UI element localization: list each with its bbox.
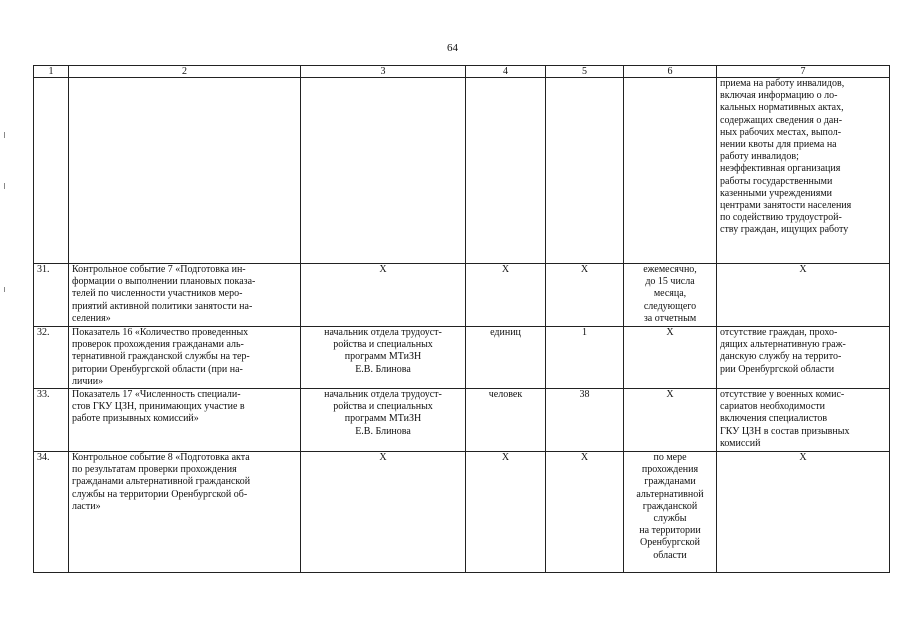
table-row — [34, 452, 890, 573]
cell-risks: отсутствие у военных комис- сариатов необходимости включения специалистов ГКУ ЦЗН в состав призывных комиссий — [717, 389, 890, 452]
cell-description: Показатель 16 «Количество проведенных проверок прохождения гражданами аль- тернативной гражданской службы на тер- ритории Оренбургской области (при на- личии» — [69, 327, 301, 389]
margin-mark — [4, 132, 5, 138]
cell-empty — [466, 78, 546, 264]
cell-unit: единиц — [466, 327, 546, 389]
header-row — [34, 66, 890, 78]
cell-empty — [624, 78, 717, 264]
header-cell: 2 — [69, 66, 301, 78]
cell-unit: человек — [466, 389, 546, 452]
cell-risks: приема на работу инвалидов, включая информацию о ло- кальных нормативных актах, содержащих сведения о дан- ных рабочих местах, выпол- нении квоты для приема на работу инвалидов; неэффективная организация работы государственными казенными учреждениями центрами занятости населения по содействию трудоустрой- ству граждан, ищущих работу — [717, 78, 890, 264]
cell-deadline: по мере прохождения гражданами альтернативной гражданской службы на территории Оренбургской области — [624, 452, 717, 573]
cell-deadline: Х — [624, 389, 717, 452]
document-table — [33, 65, 890, 573]
cell-number: 34. — [34, 452, 69, 573]
table-row-continuation — [34, 78, 890, 264]
page-number: 64 — [447, 42, 458, 54]
cell-deadline: Х — [624, 327, 717, 389]
table-row — [34, 264, 890, 327]
cell-deadline: ежемесячно, до 15 числа месяца, следующего за отчетным — [624, 264, 717, 327]
cell-responsible: Х — [301, 452, 466, 573]
table-row — [34, 389, 890, 452]
cell-risks: Х — [717, 264, 890, 327]
cell-unit: Х — [466, 452, 546, 573]
cell-number: 31. — [34, 264, 69, 327]
cell-value: 38 — [546, 389, 624, 452]
header-cell: 3 — [301, 66, 466, 78]
cell-empty — [34, 78, 69, 264]
cell-unit: Х — [466, 264, 546, 327]
header-cell: 7 — [717, 66, 890, 78]
cell-value: Х — [546, 452, 624, 573]
cell-empty — [546, 78, 624, 264]
table-row — [34, 327, 890, 389]
cell-description: Контрольное событие 7 «Подготовка ин- формации о выполнении плановых показа- телей по численности участников меро- приятий активной политики занятости на- селения» — [69, 264, 301, 327]
cell-number: 32. — [34, 327, 69, 389]
margin-mark — [4, 183, 5, 189]
header-cell: 6 — [624, 66, 717, 78]
cell-description: Контрольное событие 8 «Подготовка акта по результатам проверки прохождения гражданами альтернативной гражданской службы на территории Оренбургской об- ласти» — [69, 452, 301, 573]
cell-value: 1 — [546, 327, 624, 389]
header-cell: 4 — [466, 66, 546, 78]
cell-responsible: начальник отдела трудоуст- ройства и специальных программ МТиЗН Е.В. Блинова — [301, 327, 466, 389]
cell-responsible: начальник отдела трудоуст- ройства и специальных программ МТиЗН Е.В. Блинова — [301, 389, 466, 452]
cell-risks: Х — [717, 452, 890, 573]
cell-number: 33. — [34, 389, 69, 452]
cell-description: Показатель 17 «Численность специали- стов ГКУ ЦЗН, принимающих участие в работе призывных комиссий» — [69, 389, 301, 452]
header-cell: 5 — [546, 66, 624, 78]
cell-empty — [69, 78, 301, 264]
cell-risks: отсутствие граждан, прохо- дящих альтернативную граж- данскую службу на террито- рии Оренбургской области — [717, 327, 890, 389]
cell-responsible: Х — [301, 264, 466, 327]
margin-mark — [4, 287, 5, 292]
cell-empty — [301, 78, 466, 264]
cell-value: Х — [546, 264, 624, 327]
header-cell: 1 — [34, 66, 69, 78]
